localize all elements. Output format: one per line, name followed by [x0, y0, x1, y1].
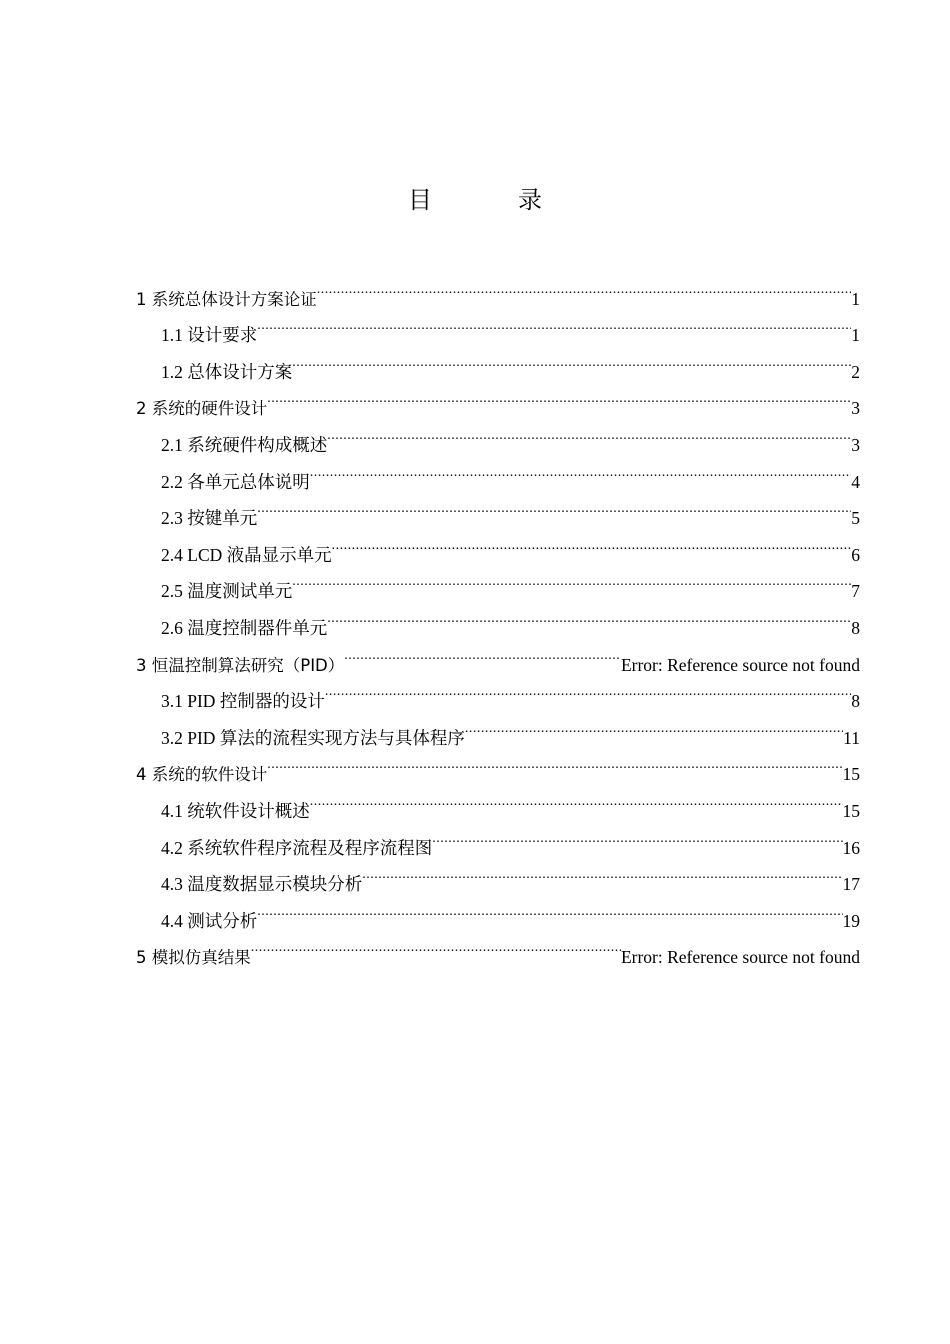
toc-entry[interactable] — [136, 268, 860, 309]
toc-entry-title: 2.4 LCD 液晶显示单元 — [161, 544, 332, 565]
toc-entry-title: 1.2 总体设计方案 — [161, 361, 293, 382]
toc-entry-page-number: 3 — [851, 434, 860, 455]
toc-entry-page-number: 1 — [851, 288, 860, 309]
toc-entry-page-number: 15 — [842, 764, 860, 785]
toc-entry-title: 4.2 系统软件程序流程及程序流程图 — [161, 837, 433, 858]
toc-entry-title: 3 恒温控制算法研究（PID） — [136, 655, 345, 675]
toc-dot-leader — [432, 817, 842, 854]
toc-entry-title: 5 模拟仿真结果 — [136, 948, 251, 968]
toc-entry-page-number: 2 — [851, 361, 860, 382]
toc-dot-leader — [251, 927, 621, 964]
toc-title-part-1: 目 — [408, 186, 432, 214]
toc-entry-page-number: 4 — [851, 471, 860, 492]
toc-dot-leader — [257, 488, 851, 525]
toc-entry-title: 1 系统总体设计方案论证 — [136, 289, 317, 309]
toc-dot-leader — [267, 378, 851, 415]
toc-entry-page-number: 1 — [851, 325, 860, 346]
toc-entry-page-number: 8 — [851, 617, 860, 638]
toc-dot-leader — [317, 268, 852, 305]
toc-dot-leader — [257, 890, 842, 927]
toc-entry-title: 2 系统的硬件设计 — [136, 399, 268, 419]
toc-entry-page-number: 3 — [851, 398, 860, 419]
toc-dot-leader — [292, 341, 851, 378]
toc-title-part-2: 录 — [518, 186, 542, 214]
toc-entry-page-number: 8 — [851, 691, 860, 712]
toc-dot-leader — [362, 854, 842, 891]
toc-entry-page-number: Error: Reference source not found — [620, 947, 860, 968]
toc-entry-title: 2.2 各单元总体说明 — [161, 471, 310, 492]
toc-dot-leader — [344, 634, 621, 671]
toc-entry-title: 4.1 统软件设计概述 — [161, 800, 310, 821]
toc-dot-leader — [292, 561, 851, 598]
toc-entry-title: 2.3 按键单元 — [161, 508, 258, 529]
toc-entry-page-number: 17 — [842, 874, 860, 895]
toc-list — [136, 268, 860, 968]
toc-dot-leader — [310, 780, 843, 817]
toc-title — [0, 180, 950, 220]
toc-entry-page-number: 11 — [843, 727, 860, 748]
toc-entry-page-number: 15 — [842, 800, 860, 821]
toc-entry-title: 2.5 温度测试单元 — [161, 581, 293, 602]
toc-entry-title: 3.1 PID 控制器的设计 — [161, 691, 325, 712]
toc-dot-leader — [332, 524, 852, 561]
toc-dot-leader — [327, 414, 851, 451]
toc-dot-leader — [327, 597, 851, 634]
toc-entry-title: 1.1 设计要求 — [161, 325, 258, 346]
toc-entry-title: 3.2 PID 算法的流程实现方法与具体程序 — [161, 727, 465, 748]
toc-entry-page-number: 6 — [851, 544, 860, 565]
toc-dot-leader — [257, 305, 851, 342]
toc-entry-title: 2.1 系统硬件构成概述 — [161, 434, 328, 455]
toc-entry-title: 4 系统的软件设计 — [136, 765, 268, 785]
toc-entry-page-number: 19 — [842, 910, 860, 931]
toc-entry-page-number: 7 — [851, 581, 860, 602]
toc-entry-title: 4.4 测试分析 — [161, 910, 258, 931]
toc-entry-title: 4.3 温度数据显示模块分析 — [161, 874, 363, 895]
toc-dot-leader — [325, 671, 851, 708]
toc-entry-page-number: 5 — [851, 508, 860, 529]
toc-entry-page-number: 16 — [842, 837, 860, 858]
toc-entry-title: 2.6 温度控制器件单元 — [161, 617, 328, 638]
toc-dot-leader — [465, 707, 843, 744]
toc-entry-page-number: Error: Reference source not found — [620, 654, 860, 675]
toc-dot-leader — [310, 451, 852, 488]
toc-dot-leader — [267, 744, 842, 781]
